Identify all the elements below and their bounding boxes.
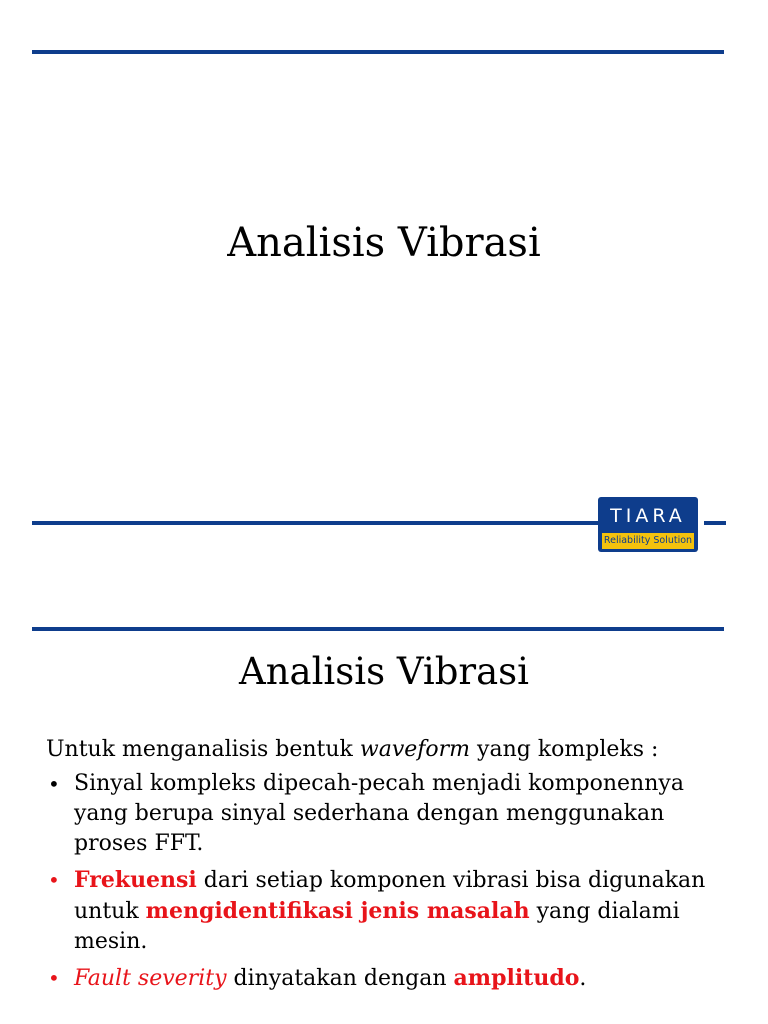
bullet-text: dari setiap komponen vibrasi bisa digunakan untuk [74,868,706,924]
logo-name: TIARA [610,505,686,527]
bullet-text: yang dialami mesin. [74,899,680,954]
bullet-dot-icon: • [48,966,60,990]
intro-text [46,735,736,765]
intro-after: yang kompleks : [470,737,659,762]
bullet-text: Sinyal kompleks dipecah-pecah menjadi komponennya yang berupa sinyal sederhana dengan menggunakan proses FFT. [74,771,684,856]
slide2-body [46,735,736,1000]
intro-italic: waveform [359,737,471,762]
logo-tagline: Reliability Solution [602,533,694,549]
slide1-bottom-divider-tail [704,521,726,525]
slide2-title: Analisis Vibrasi [238,650,529,693]
list-item [46,865,736,957]
bullet-dot-icon: • [48,772,60,796]
slide1-bottom-divider [32,521,598,525]
bullet-highlight: mengidentifikasi jenis masalah [145,898,530,924]
bullet-dot-icon: • [48,868,60,892]
list-item [46,963,736,994]
bullet-highlight: Fault severity [74,966,227,991]
slide1-title: Analisis Vibrasi [227,220,541,266]
bullet-highlight: amplitudo [453,965,580,991]
intro-before: Untuk menganalisis bentuk [46,737,360,762]
bullet-highlight: Frekuensi [74,867,197,893]
slide2-top-divider [32,627,724,631]
top-divider [32,50,724,54]
tiara-logo [598,497,698,552]
bullet-text: . [579,966,587,991]
list-item [46,769,736,859]
bullet-text: dinyatakan dengan [226,966,454,991]
bullet-list [46,769,736,994]
